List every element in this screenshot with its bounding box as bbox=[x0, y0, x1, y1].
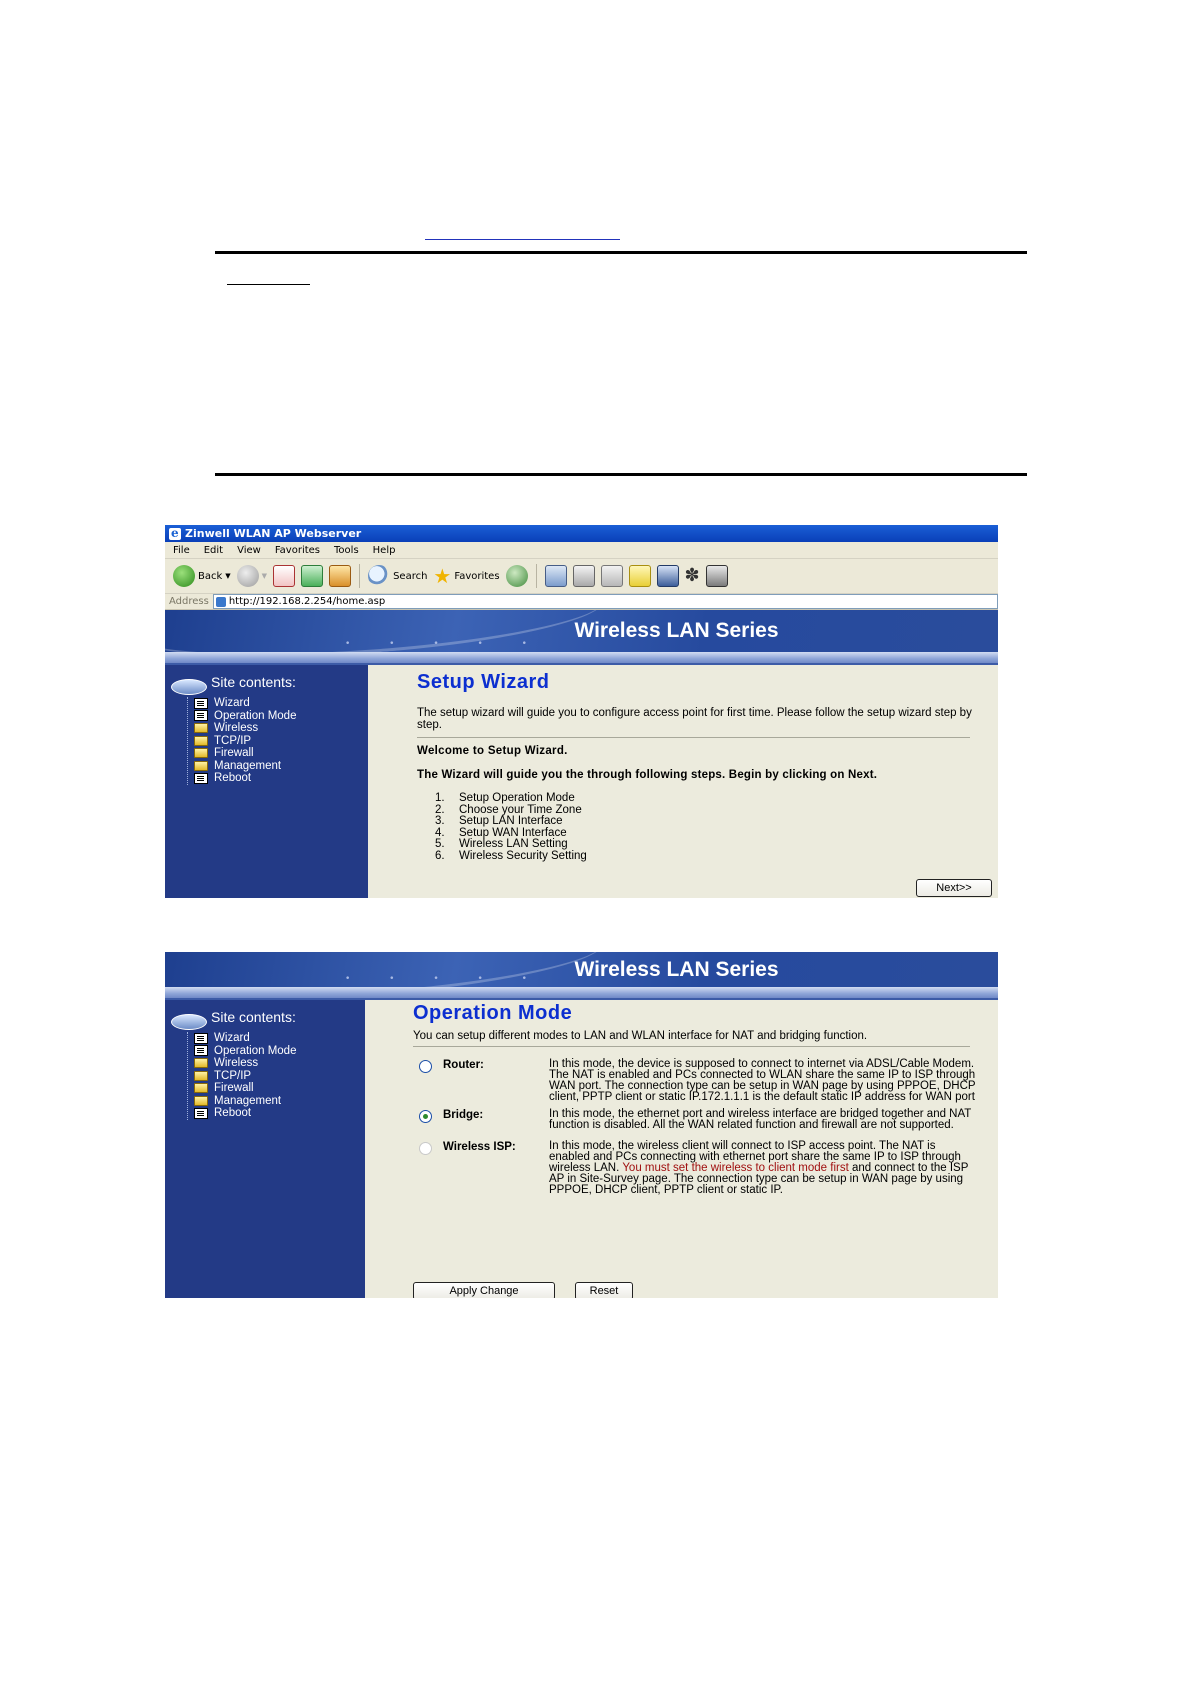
sidebar-item-wizard[interactable] bbox=[188, 697, 368, 710]
banner-dots: • • • • • bbox=[345, 639, 545, 649]
sidebar-item-tcpip[interactable] bbox=[188, 1070, 365, 1083]
site-tree bbox=[187, 1032, 365, 1120]
wireless-isp-description bbox=[549, 1141, 979, 1196]
list-item bbox=[435, 851, 998, 863]
step-number: 1. bbox=[435, 792, 445, 804]
stop-icon[interactable] bbox=[273, 565, 295, 587]
favorites-label: Favorites bbox=[454, 570, 500, 582]
operation-mode-panel bbox=[365, 1000, 998, 1298]
sidebar-item-label: Management bbox=[214, 759, 282, 772]
search-button[interactable] bbox=[368, 565, 427, 587]
page-icon bbox=[216, 597, 226, 607]
sidebar-heading-text: Site contents: bbox=[211, 674, 296, 690]
router-label: Router: bbox=[443, 1058, 484, 1071]
sidebar-item-label: Reboot bbox=[214, 772, 252, 784]
router-radio[interactable] bbox=[419, 1060, 432, 1073]
refresh-icon[interactable] bbox=[301, 565, 323, 587]
wizard-panel bbox=[368, 665, 998, 898]
print-icon[interactable] bbox=[573, 565, 595, 587]
wizard-guide: The Wizard will guide you the through following steps. Begin by clicking on Next. bbox=[417, 768, 878, 781]
edit-icon[interactable] bbox=[601, 565, 623, 587]
menu-file[interactable]: File bbox=[173, 544, 190, 556]
page-icon bbox=[194, 1108, 208, 1119]
page-icon bbox=[194, 698, 208, 709]
step-text: Setup LAN Interface bbox=[459, 815, 563, 827]
step-text: Setup WAN Interface bbox=[459, 826, 567, 839]
sidebar-item-wireless[interactable] bbox=[188, 1057, 365, 1070]
forward-arrow-icon bbox=[237, 565, 259, 587]
star-icon: ★ bbox=[433, 564, 452, 588]
sidebar-item-label: Wireless bbox=[214, 722, 259, 734]
folder-icon bbox=[194, 748, 208, 758]
sidebar-heading bbox=[165, 1000, 365, 1030]
network-icon bbox=[171, 679, 207, 695]
divider bbox=[417, 737, 970, 738]
document-hyperlink[interactable] bbox=[425, 235, 620, 240]
banner-dots: • • • • • bbox=[345, 974, 545, 984]
folder-icon bbox=[194, 1083, 208, 1093]
folder-icon bbox=[194, 723, 208, 733]
sidebar bbox=[165, 1000, 365, 1298]
folder-icon bbox=[194, 736, 208, 746]
page-icon bbox=[194, 773, 208, 784]
opmode-intro: You can setup different modes to LAN and WLAN interface for NAT and bridging function. bbox=[413, 1030, 868, 1042]
banner-stripe bbox=[165, 987, 998, 1000]
network-icon bbox=[171, 1014, 207, 1030]
wireless-isp-option bbox=[413, 1141, 998, 1196]
menu-view[interactable]: View bbox=[237, 544, 261, 556]
page-icon bbox=[194, 1033, 208, 1044]
sidebar-item-label: Firewall bbox=[214, 1082, 254, 1094]
sidebar-item-wizard[interactable] bbox=[188, 1032, 365, 1045]
step-number: 2. bbox=[435, 803, 445, 816]
wireless-isp-label: Wireless ISP: bbox=[443, 1140, 516, 1153]
media-icon[interactable] bbox=[706, 565, 728, 587]
bridge-radio[interactable] bbox=[419, 1110, 432, 1123]
bridge-description: In this mode, the ethernet port and wireless interface are bridged together and NAT function is disabled. All the WAN related function and firewall are not supported. bbox=[549, 1107, 972, 1131]
sidebar-item-label: Management bbox=[214, 1094, 282, 1107]
sidebar-item-label: Wireless bbox=[214, 1057, 259, 1069]
sidebar-item-management[interactable] bbox=[188, 1095, 365, 1108]
list-item bbox=[435, 793, 998, 805]
sidebar-heading bbox=[165, 665, 368, 695]
sidebar-item-label: Reboot bbox=[214, 1107, 252, 1119]
sidebar-item-wireless[interactable] bbox=[188, 722, 368, 735]
step-number: 4. bbox=[435, 826, 445, 839]
reset-button[interactable]: Reset bbox=[575, 1282, 633, 1298]
forward-button[interactable] bbox=[237, 565, 267, 587]
note-top-rule bbox=[215, 251, 1027, 254]
sidebar-item-label: TCP/IP bbox=[214, 734, 252, 747]
history-icon[interactable] bbox=[506, 565, 528, 587]
menu-tools[interactable]: Tools bbox=[334, 544, 359, 556]
folder-icon bbox=[194, 1058, 208, 1068]
step-text: Wireless Security Setting bbox=[459, 849, 587, 862]
sidebar-item-management[interactable] bbox=[188, 760, 368, 773]
page-icon bbox=[194, 710, 208, 721]
step-number: 6. bbox=[435, 849, 445, 862]
wizard-welcome: Welcome to Setup Wizard. bbox=[417, 745, 568, 757]
wisp-text-a: In this mode, the wireless client will connect to ISP access point. The NAT is enabled and PCs connecting with ethernet port share the same IP to ISP through wireless LAN. bbox=[549, 1139, 961, 1174]
banner-title: Wireless LAN Series bbox=[574, 958, 779, 981]
sidebar-item-label: Operation Mode bbox=[214, 1044, 297, 1057]
wizard-intro: The setup wizard will guide you to configure access point for first time. Please follow the setup wizard step by step. bbox=[417, 707, 972, 731]
wisp-warning: You must set the wireless to client mode first bbox=[622, 1161, 849, 1174]
address-bar bbox=[165, 594, 998, 610]
operation-mode-screenshot bbox=[165, 952, 998, 1298]
router-ui bbox=[165, 665, 998, 898]
folder-icon bbox=[194, 1071, 208, 1081]
wireless-isp-radio[interactable] bbox=[419, 1142, 432, 1155]
favorites-button[interactable] bbox=[433, 566, 499, 586]
wisp-text-b: and connect to the ISP AP in Site-Survey page. The connection type can be setup in WAN page by using PPPOE, DHCP client, PPTP client or static IP. bbox=[549, 1161, 969, 1196]
page-title: Setup Wizard bbox=[417, 671, 550, 693]
address-url: http://192.168.2.254/home.asp bbox=[228, 596, 386, 607]
list-item bbox=[435, 839, 998, 851]
search-icon bbox=[368, 565, 390, 587]
wizard-steps bbox=[417, 793, 998, 862]
discuss-icon[interactable] bbox=[629, 565, 651, 587]
next-button[interactable]: Next>> bbox=[916, 879, 992, 897]
step-text: Wireless LAN Setting bbox=[459, 838, 568, 850]
browser-window bbox=[165, 525, 998, 898]
note-bottom-rule bbox=[215, 473, 1027, 476]
mail-icon[interactable] bbox=[545, 565, 567, 587]
sidebar-item-label: Wizard bbox=[214, 697, 250, 709]
toolbar-separator bbox=[536, 564, 537, 588]
note-heading-underline bbox=[227, 284, 310, 285]
menu-help[interactable]: Help bbox=[372, 544, 396, 556]
ie-logo-icon bbox=[169, 528, 181, 540]
back-label: Back bbox=[198, 570, 223, 582]
messenger-icon[interactable]: ✽ bbox=[684, 565, 700, 586]
banner-title: Wireless LAN Series bbox=[574, 619, 779, 642]
sidebar-item-operation-mode[interactable] bbox=[188, 710, 368, 723]
bridge-option bbox=[413, 1109, 998, 1131]
address-field[interactable] bbox=[213, 594, 998, 609]
sidebar-item-label: Operation Mode bbox=[214, 709, 297, 722]
back-button[interactable] bbox=[173, 565, 231, 587]
step-number: 3. bbox=[435, 815, 445, 827]
router-ui bbox=[165, 1000, 998, 1298]
address-label: Address bbox=[169, 596, 209, 607]
research-icon[interactable] bbox=[657, 565, 679, 587]
sidebar-item-firewall[interactable] bbox=[188, 1082, 365, 1095]
chevron-down-icon[interactable]: ▼ bbox=[225, 572, 231, 580]
sidebar bbox=[165, 665, 368, 898]
step-text: Setup Operation Mode bbox=[459, 792, 575, 804]
sidebar-heading-text: Site contents: bbox=[211, 1009, 296, 1025]
page-icon bbox=[194, 1045, 208, 1056]
page-banner bbox=[165, 610, 998, 652]
sidebar-item-tcpip[interactable] bbox=[188, 735, 368, 748]
list-item bbox=[435, 816, 998, 828]
window-title: Zinwell WLAN AP Webserver bbox=[185, 527, 362, 540]
menu-favorites[interactable]: Favorites bbox=[274, 544, 321, 556]
sidebar-item-operation-mode[interactable] bbox=[188, 1045, 365, 1058]
home-icon[interactable] bbox=[329, 565, 351, 587]
sidebar-item-reboot[interactable] bbox=[188, 1107, 365, 1120]
step-number: 5. bbox=[435, 838, 445, 850]
apply-change-button[interactable]: Apply Change bbox=[413, 1282, 555, 1298]
folder-icon bbox=[194, 1096, 208, 1106]
folder-icon bbox=[194, 761, 208, 771]
back-arrow-icon bbox=[173, 565, 195, 587]
sidebar-item-label: Firewall bbox=[214, 747, 254, 759]
menu-edit[interactable]: Edit bbox=[203, 544, 224, 556]
sidebar-item-label: TCP/IP bbox=[214, 1069, 252, 1082]
page-title: Operation Mode bbox=[413, 1002, 573, 1024]
divider bbox=[413, 1046, 970, 1047]
sidebar-item-reboot[interactable] bbox=[188, 772, 368, 785]
chevron-down-icon[interactable]: ▼ bbox=[261, 572, 268, 580]
banner-stripe bbox=[165, 652, 998, 665]
sidebar-item-firewall[interactable] bbox=[188, 747, 368, 760]
menu-bar bbox=[165, 542, 998, 559]
toolbar-separator bbox=[359, 564, 360, 588]
sidebar-item-label: Wizard bbox=[214, 1032, 250, 1044]
router-option bbox=[413, 1059, 998, 1103]
bridge-label: Bridge: bbox=[443, 1108, 484, 1121]
router-description: In this mode, the device is supposed to connect to internet via ADSL/Cable Modem. The NAT is enabled and PCs connected to WLAN share the same IP to ISP through WAN port. The connection type can be setup in WAN page by using PPPOE, DHCP client, PPTP client or static IP.172.1.1.1 is the default static IP address for WAN port bbox=[549, 1057, 976, 1103]
search-label: Search bbox=[393, 570, 428, 582]
site-tree bbox=[187, 697, 368, 785]
browser-toolbar bbox=[165, 559, 998, 594]
step-text: Choose your Time Zone bbox=[459, 803, 582, 816]
window-titlebar bbox=[165, 525, 998, 542]
page-banner bbox=[165, 952, 998, 987]
